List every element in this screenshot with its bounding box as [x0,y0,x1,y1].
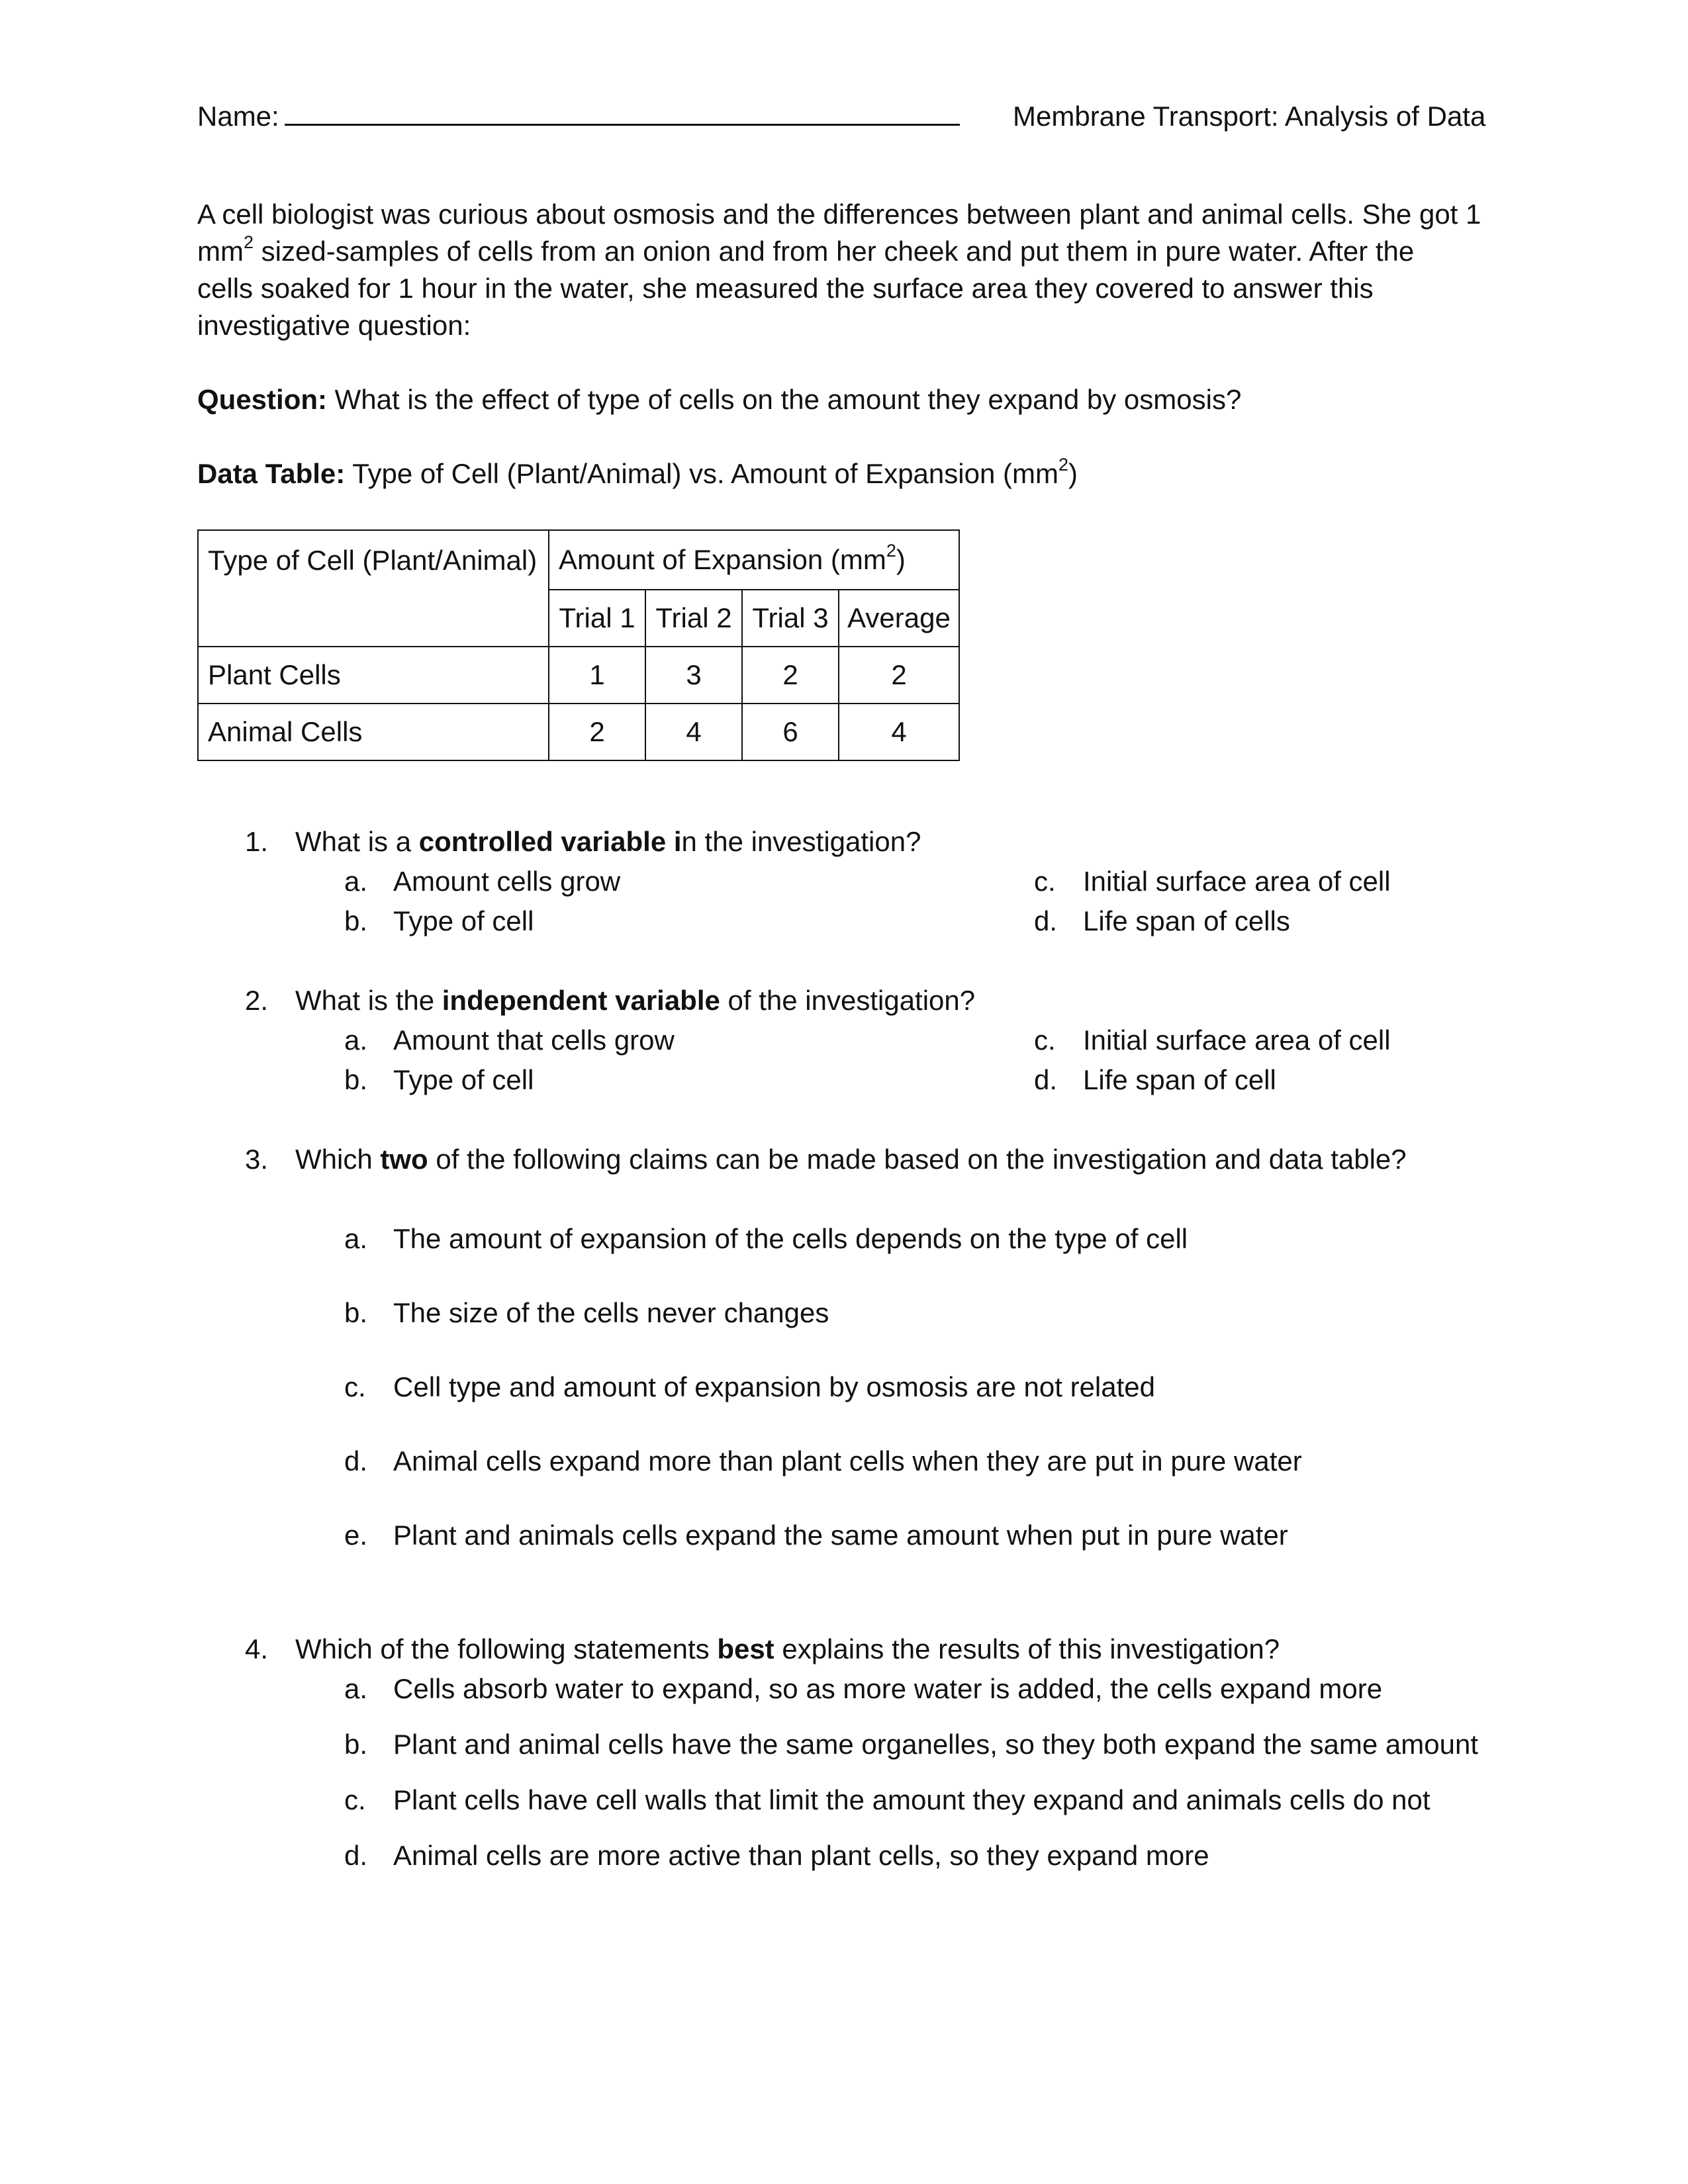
intro-line-1: A cell biologist was curious about osmosis and the differences between plant and animal cells. She got 1 [197,199,1481,230]
answer-option[interactable]: Plant and animal cells have the same organelles, so they both expand the same amount [393,1729,1479,1760]
option-letter[interactable]: b. [344,905,368,936]
table-cell: 2 [742,647,839,704]
question-prompt: What is a controlled variable in the investigation? [295,826,921,857]
question-number: 2. [245,985,269,1016]
name-label: Name: [197,101,279,132]
answer-option[interactable]: The amount of expansion of the cells depends on the type of cell [393,1223,1188,1254]
table-row [198,704,959,760]
option-letter[interactable]: a. [344,1024,368,1056]
table-header-row-1 [198,530,959,590]
question-number: 1. [245,826,269,857]
row-label-plant: Plant Cells [198,647,549,704]
intro-line-2: $mm^2$ sized-samples of cells from an onion and from her cheek and put them in pure water. After the [197,232,1415,267]
table-cell: 2 [839,647,959,704]
group-header-expansion: Amount of Expansion $(mm^2)$ [549,530,959,590]
investigative-question [197,381,1241,418]
intro-line-3: cells soaked for 1 hour in the water, she measured the surface area they covered to answer this [197,273,1374,304]
answer-option[interactable]: Initial surface area of cell [1083,1024,1391,1056]
data-table [197,529,960,761]
sub-header-trial-3: Trial 3 [742,590,839,647]
answer-option[interactable]: Amount that cells grow [393,1024,675,1056]
intro-paragraph [197,196,1495,344]
table-cell: 1 [549,647,645,704]
intro-line-4: investigative question: [197,310,471,341]
option-letter[interactable]: b. [344,1729,368,1760]
answer-option[interactable]: Type of cell [393,1064,534,1095]
data-table-caption: Data Table: Type of Cell (Plant/Animal) vs. Amount of Expansion $(mm^2)$ [197,455,1078,489]
answer-option[interactable]: Initial surface area of cell [1083,866,1391,897]
answer-option[interactable]: Plant and animals cells expand the same amount when put in pure water [393,1520,1288,1551]
question-number: 4. [245,1633,269,1664]
option-letter[interactable]: d. [344,1445,368,1477]
answer-option[interactable]: Type of cell [393,905,534,936]
option-letter[interactable]: b. [344,1297,368,1328]
option-letter[interactable]: d. [1034,905,1058,936]
table-cell: 3 [645,647,742,704]
answer-option[interactable]: Cell type and amount of expansion by osmosis are not related [393,1371,1156,1402]
answer-option[interactable]: Animal cells are more active than plant cells, so they expand more [393,1840,1209,1871]
option-letter[interactable]: a. [344,866,368,897]
option-letter[interactable]: c. [1034,866,1056,897]
option-letter[interactable]: a. [344,1673,368,1704]
question-prompt: Which of the following statements best explains the results of this investigation? [295,1633,1280,1664]
sub-header-trial-2: Trial 2 [645,590,742,647]
table-cell: 2 [549,704,645,760]
answer-option[interactable]: The size of the cells never changes [393,1297,829,1328]
answer-option[interactable]: Plant cells have cell walls that limit the amount they expand and animals cells do not [393,1784,1430,1815]
option-letter[interactable]: c. [1034,1024,1056,1056]
option-letter[interactable]: b. [344,1064,368,1095]
option-letter[interactable]: e. [344,1520,368,1551]
option-letter[interactable]: c. [344,1784,366,1815]
option-letter[interactable]: a. [344,1223,368,1254]
answer-option[interactable]: Life span of cell [1083,1064,1276,1095]
option-letter[interactable]: d. [344,1840,368,1871]
answer-option[interactable]: Life span of cells [1083,905,1290,936]
worksheet-title: Membrane Transport: Analysis of Data [1013,101,1486,132]
question-prompt: Which two of the following claims can be made based on the investigation and data table? [295,1144,1407,1175]
option-letter[interactable]: c. [344,1371,366,1402]
row-label-animal: Animal Cells [198,704,549,760]
question-label: Question: [197,384,327,415]
table-header-row-2 [198,590,959,647]
name-field[interactable] [197,98,960,135]
blank-header-cell [198,590,549,647]
question-text: What is the effect of type of cells on the amount they expand by osmosis? [327,384,1242,415]
answer-option[interactable]: Animal cells expand more than plant cells when they are put in pure water [393,1445,1302,1477]
sub-header-trial-1: Trial 1 [549,590,645,647]
sub-header-average: Average [839,590,959,647]
answer-option[interactable]: Cells absorb water to expand, so as more water is added, the cells expand more [393,1673,1383,1704]
name-blank-line[interactable] [285,99,960,126]
question-prompt: What is the independent variable of the investigation? [295,985,976,1016]
table-cell: 4 [645,704,742,760]
option-letter[interactable]: d. [1034,1064,1058,1095]
answer-option[interactable]: Amount cells grow [393,866,621,897]
table-row [198,647,959,704]
data-table-label: Data Table: [197,458,346,489]
table-cell: 4 [839,704,959,760]
col-header-type-of-cell: Type of Cell (Plant/Animal) [198,530,549,590]
table-cell: 6 [742,704,839,760]
question-number: 3. [245,1144,269,1175]
